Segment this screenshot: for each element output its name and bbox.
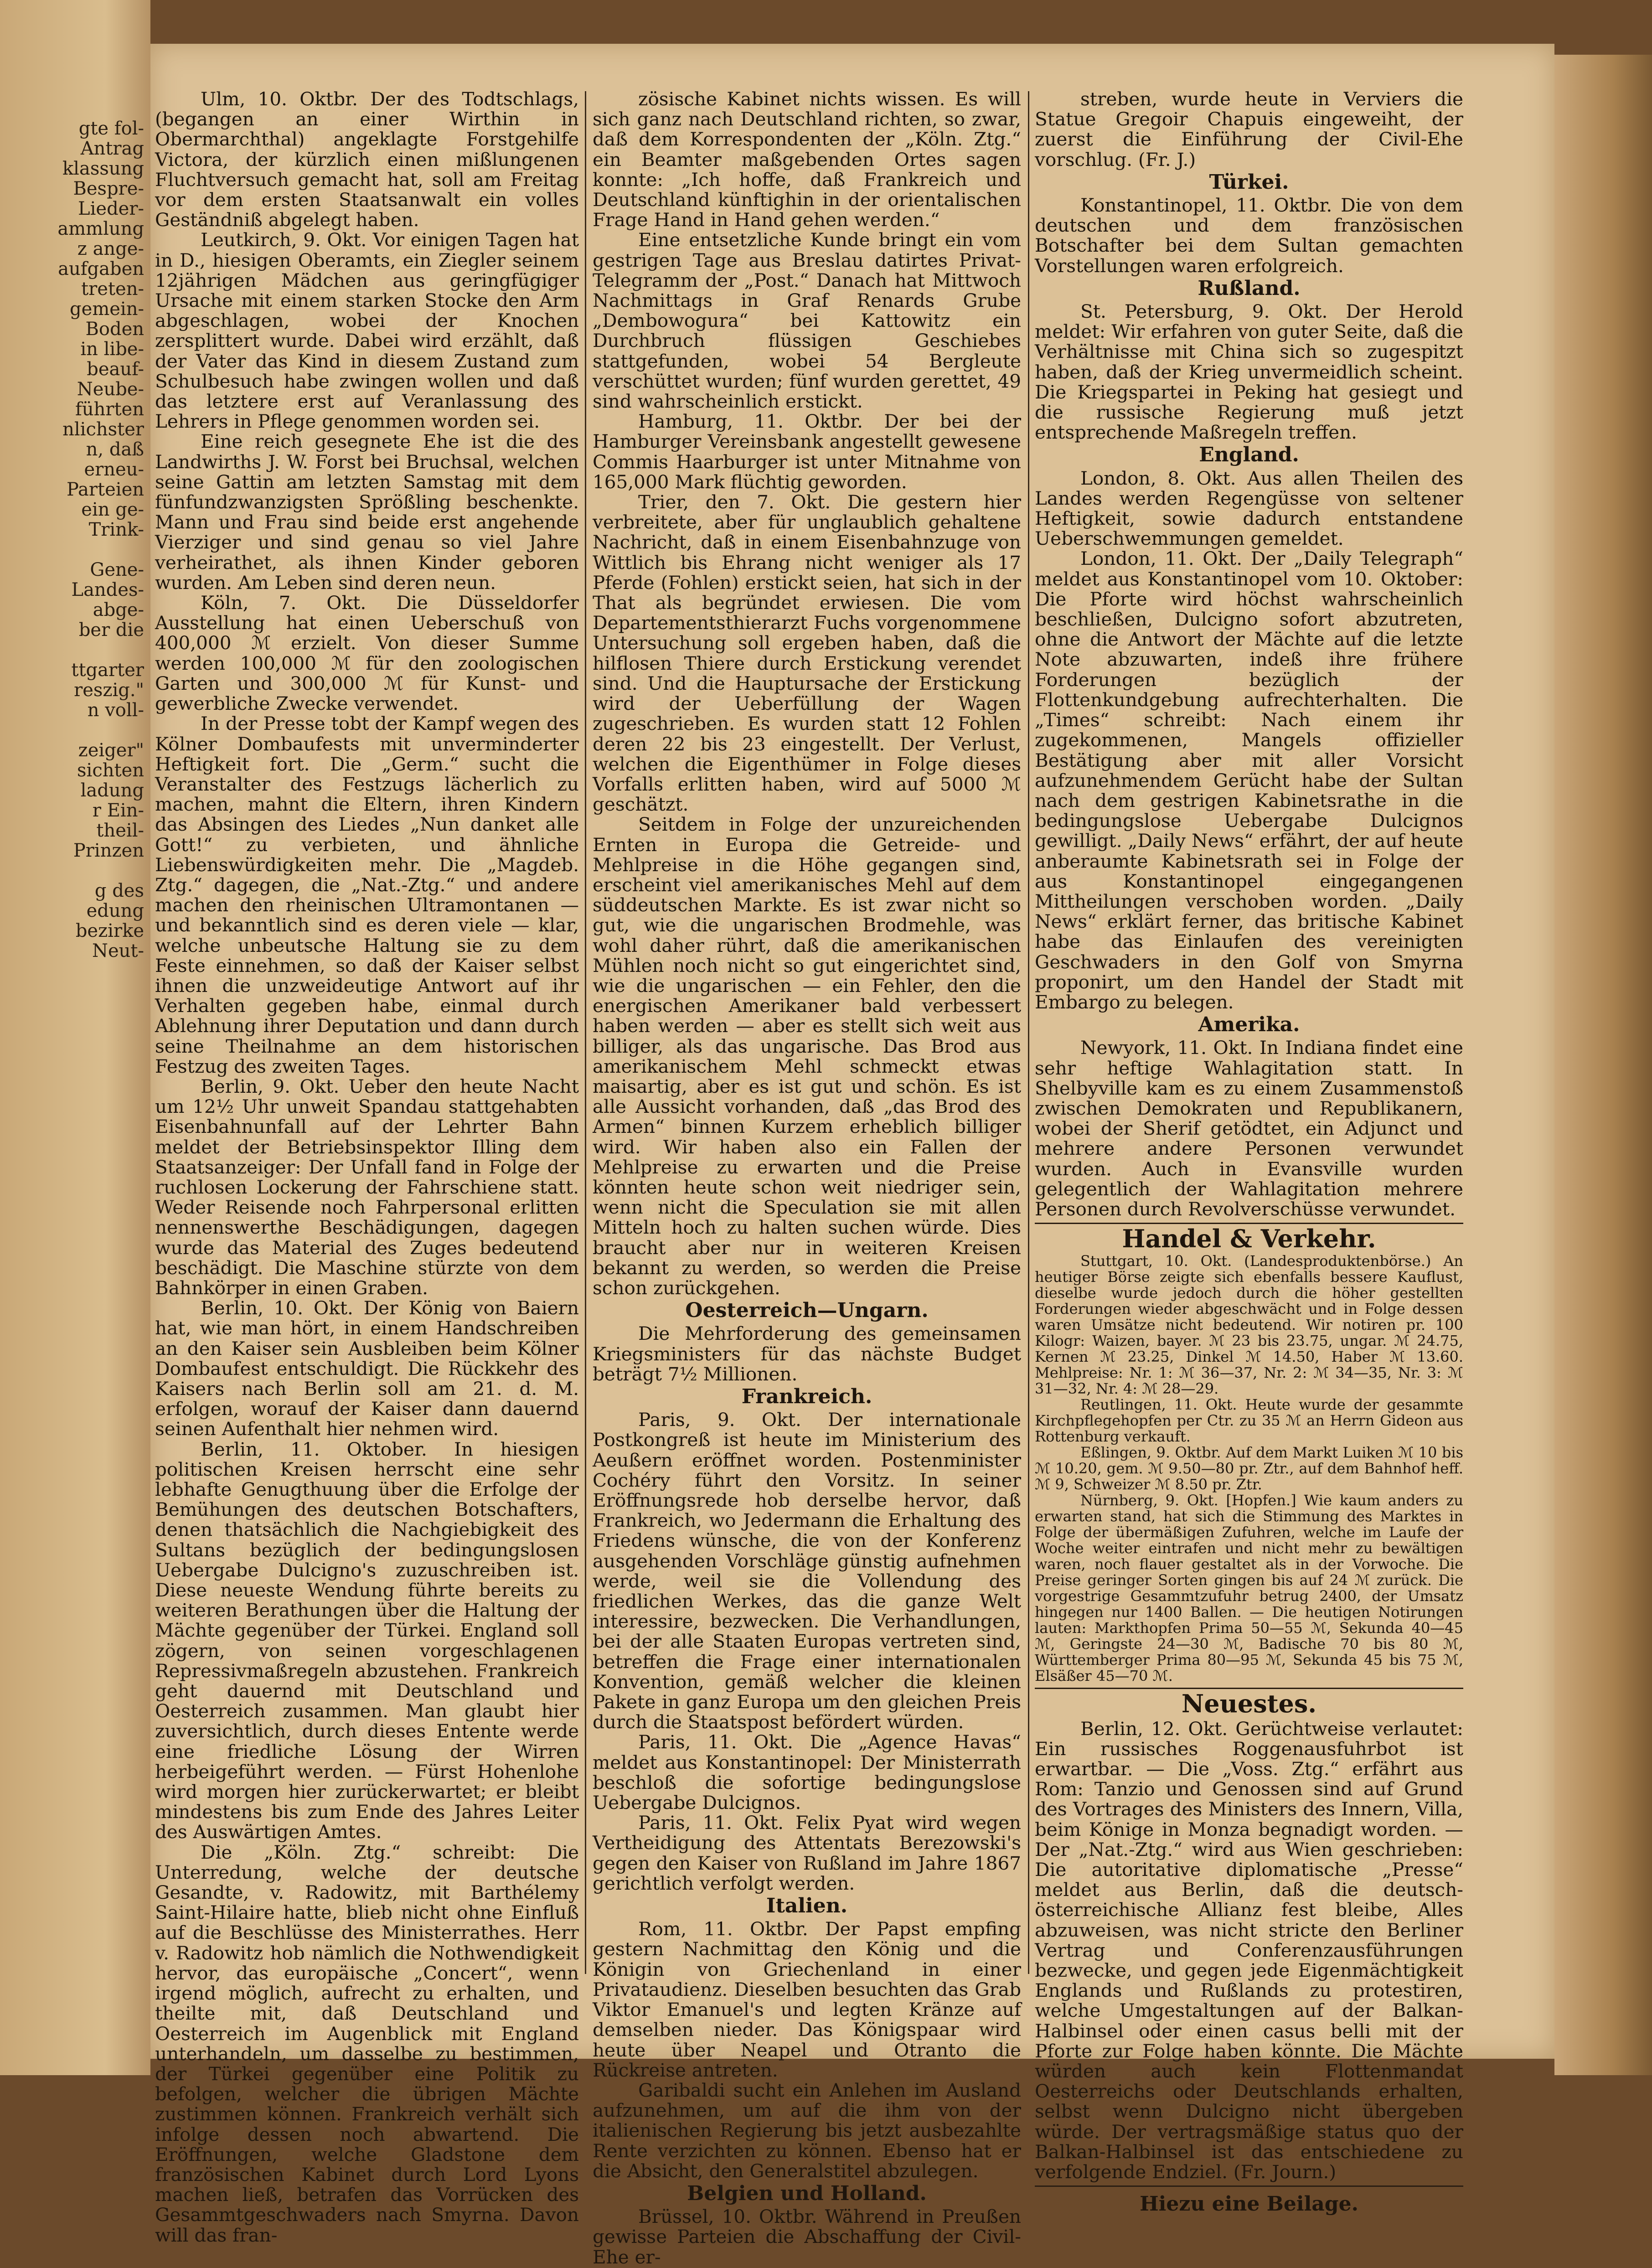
section-heading: Italien. xyxy=(766,1894,848,1918)
section-title: Neuestes. xyxy=(1181,1689,1317,1719)
previous-page-text-fragment: gte fol- Antrag klassung Bespre- Lieder- ammlung z ange- aufgaben treten- gemein- Boden in libe- beauf- Neube- führten nlichster n, daß erneu- Parteien ein ge- Trink- Gene- Landes- abge- ber die ttgarter reszig." n voll- zeiger" sichten ladung r Ein- theil- Prinzen g des edung bezirke Neut- xyxy=(57,118,144,961)
article-paragraph: Leutkirch, 9. Okt. Vor einigen Tagen hat in D., hiesigen Oberamts, ein Ziegler seinem 12jährigen Mädchen aus geringfügiger Ursache mit einem starken Stocke den Arm abgeschlagen, wobei der Knochen zersplittert wurde. Dabei wird erzählt, daß der Vater das Kind in diesem Zustand zum Schulbesuch habe zwingen wollen und daß das letztere erst auf Veranlassung des Lehrers in Pflege genommen worden sei. xyxy=(155,229,579,433)
market-report: Reutlingen, 11. Okt. Heute wurde der gesammte Kirchpflegehopfen per Ctr. zu 35 ℳ an Herrn Gideon aus Rottenburg verkauft. xyxy=(1035,1396,1463,1446)
article-paragraph: Newyork, 11. Okt. In Indiana findet eine sehr heftige Wahlagitation statt. In Shelbyville kam es zu einem Zusammenstoß zwischen Demokraten und Republikanern, wobei der Sherif getödtet, ein Adjunct und mehrere andere Personen verwundet wurden. Auch in Evansville wurden gelegentlich der Wahlagitation mehrere Personen durch Revolverschüsse verwundet. xyxy=(1035,1037,1463,1220)
article-paragraph: Hamburg, 11. Oktbr. Der bei der Hamburger Vereinsbank angestellt gewesene Commis Haarburger ist unter Mitnahme von 165,000 Mark flüchtig geworden. xyxy=(593,410,1021,493)
article-paragraph: Berlin, 12. Okt. Gerüchtweise verlautet: Ein russisches Roggenausfuhrbot ist erwartbar. — Die „Voss. Ztg.“ erfährt aus Rom: Tanzio und Genossen sind auf Grund des Vortrages des Ministers des Innern, Villa, beim Könige in Monza begnadigt worden. — Der „Nat.-Ztg.“ wird aus Wien geschrieben: Die autoritative diplomatische „Presse“ meldet aus Berlin, daß die deutsch-österreichische Allianz fest bleibe, Alles abzuweisen, was nicht stricte den Berliner Vertrag und Conferenzausführungen bezwecke, und gegen jede Eigenmächtigkeit Englands und Rußlands zu protestiren, welche Umgestaltungen auf der Balkan-Halbinsel oder einen casus belli mit der Pforte zur Folge haben könnte. Die Mächte würden auch kein Flottenmandat Oesterreichs oder Deutschlands erhalten, selbst wenn Dulcigno nicht übergeben würde. Der vertragsmäßige status quo der Balkan-Halbinsel ist das entschiedene zu verfolgende Endziel. (Fr. Journ.) xyxy=(1035,1717,1463,2183)
article-paragraph: Paris, 11. Okt. Die „Agence Havas“ meldet aus Konstantinopel: Der Ministerrath beschloß die sofortige bedingungslose Uebergabe Dulcignos. xyxy=(593,1731,1021,1814)
section-heading: Türkei. xyxy=(1209,170,1289,194)
article-paragraph: Ulm, 10. Oktbr. Der des Todtschlags, (begangen an einer Wirthin in Obermarchthal) angeklagte Forstgehilfe Victora, der kürzlich einen mißlungenen Fluchtversuch gemacht hat, soll am Freitag vor dem ersten Staatsanwalt ein volles Geständniß abgelegt haben. xyxy=(155,88,579,231)
article-paragraph: In der Presse tobt der Kampf wegen des Kölner Dombaufests mit unverminderter Heftigkeit fort. Die „Germ.“ sucht die Veranstalter des Festzugs lächerlich zu machen, mahnt die Eltern, ihren Kindern das Absingen des Liedes „Nun danket alle Gott!“ zu verbieten, und ähnliche Liebenswürdigkeiten mehr. Die „Magdeb. Ztg.“ dagegen, die „Nat.-Ztg.“ und andere machen den rheinischen Ultramontanen — und bekanntlich sind es deren viele — klar, welche unbeutsche Haltung sie zu dem Feste einnehmen, so daß der Kaiser selbst ihnen die unzweideutige Antwort auf ihr Verhalten gegeben habe, einmal durch Ablehnung ihrer Deputation und dann durch seine Theilnahme an dem historischen Festzug des zweiten Tages. xyxy=(155,713,579,1077)
article-paragraph: Konstantinopel, 11. Oktbr. Die von dem deutschen und dem französischen Botschafter bei dem Sultan gemachten Vorstellungen waren erfolgreich. xyxy=(1035,194,1463,277)
article-paragraph: Rom, 11. Oktbr. Der Papst empfing gestern Nachmittag den König und die Königin von Griechenland in einer Privataudienz. Dieselben besuchten das Grab Viktor Emanuel's und legten Kränze auf demselben nieder. Das Königspaar wird heute über Neapel und Otranto die Rückreise antreten. xyxy=(593,1918,1021,2081)
article-paragraph: Berlin, 11. Oktober. In hiesigen politischen Kreisen herrscht eine sehr lebhafte Genugthuung über die Erfolge der Bemühungen des deutschen Botschafters, denen thatsächlich die Nachgiebigkeit des Sultans bezüglich der bedingungslosen Uebergabe Dulcigno's zuzuschreiben ist. Diese neueste Wendung führte bereits zu weiteren Berathungen über die Haltung der Mächte gegenüber der Türkei. England soll zögern, von seinen vorgeschlagenen Repressivmaßregeln abzustehen. Frankreich geht dauernd mit Deutschland und Oesterreich zusammen. Man glaubt hier zuversichtlich, durch dieses Entente werde eine friedliche Lösung der Wirren herbeigeführt werden. — Fürst Hohenlohe wird morgen hier zurückerwartet; er bleibt mindestens bis zum Ende des Jahres Leiter des Auswärtigen Amtes. xyxy=(155,1438,579,1843)
section-title: Handel & Verkehr. xyxy=(1122,1224,1376,1254)
article-paragraph: Seitdem in Folge der unzureichenden Ernten in Europa die Getreide- und Mehlpreise in die Höhe gegangen sind, erscheint viel amerikanisches Mehl auf dem süddeutschen Markte. Es ist zwar nicht so gut, wie die ungarischen Brodmehle, was wohl daher rührt, daß die amerikanischen Mühlen noch nicht so gut eingerichtet sind, wie die ungarischen — ein Fehler, den die energischen Amerikaner bald verbessert haben werden — aber es stellt sich weit aus billiger, als das ungarische. Das Brod aus amerikanischem Mehl schmeckt etwas maisartig, aber es ist gut und schön. Es ist alle Aussicht vorhanden, daß „das Brod des Armen“ binnen Kurzem erheblich billiger wird. Wir haben also ein Fallen der Mehlpreise zu erwarten und die Preise könnten heute schon weit niedriger sein, wenn nicht die Speculation sie mit allen Mitteln hoch zu halten suchen würde. Dies braucht aber nur in weiteren Kreisen bekannt zu werden, so werden die Preise schon zurückgehen. xyxy=(593,813,1021,1299)
article-paragraph: zösische Kabinet nichts wissen. Es will sich ganz nach Deutschland richten, so zwar, daß dem Korrespondenten der „Köln. Ztg.“ ein Beamter maßgebenden Ortes sagen konnte: „Ich hoffe, daß Frankreich und Deutschland künftighin in der orientalischen Frage Hand in Hand gehen werden.“ xyxy=(593,88,1021,231)
article-paragraph: Eine reich gesegnete Ehe ist die des Landwirths J. W. Forst bei Bruchsal, welchen seine Gattin am letzten Samstag mit dem fünfundzwanzigsten Sprößling beschenkte. Mann und Frau sind beide erst angehende Vierziger und sind genau so viel Jahre verheirathet, als ihnen Kinder geboren wurden. Am Leben sind deren neun. xyxy=(155,430,579,594)
column-divider xyxy=(585,91,586,1974)
section-heading: Rußland. xyxy=(1198,276,1301,300)
article-paragraph: Die Mehrforderung des gemeinsamen Kriegsministers für das nächste Budget beträgt 7½ Millionen. xyxy=(593,1323,1021,1385)
section-heading: England. xyxy=(1199,443,1299,467)
article-paragraph: Berlin, 9. Okt. Ueber den heute Nacht um 12½ Uhr unweit Spandau stattgehabten Eisenbahnunfall auf der Lehrter Bahn meldet der Betriebsinspektor Illing dem Staatsanzeiger: Der Unfall fand in Folge der ruchlosen Lockerung der Fahrschiene statt. Weder Reisende noch Fahrpersonal erlitten nennenswerthe Beschädigungen, dagegen wurde das Material des Zuges bedeutend beschädigt. Die Maschine stürzte von dem Bahnkörper in einen Graben. xyxy=(155,1075,579,1299)
column-2 xyxy=(593,88,1021,2268)
article-paragraph: Die „Köln. Ztg.“ schreibt: Die Unterredung, welche der deutsche Gesandte, v. Radowitz, mit Barthélemy Saint-Hilaire hatte, blieb nicht ohne Einfluß auf die Beschlüsse des Ministerrathes. Herr v. Radowitz hob nämlich die Nothwendigkeit hervor, das europäische „Concert“, wenn irgend möglich, aufrecht zu erhalten, und theilte mit, daß Deutschland und Oesterreich im Augenblick mit England unterhandeln, um dasselbe zu bestimmen, der Türkei gegenüber eine Politik zu befolgen, welcher die übrigen Mächte zustimmen können. Frankreich verhält sich infolge dessen noch abwartend. Die Eröffnungen, welche Gladstone dem französischen Kabinet durch Lord Lyons machen ließ, betrafen das Vorrücken des Gesammtgeschwaders nach Smyrna. Davon will das fran- xyxy=(155,1841,579,2246)
article-paragraph: St. Petersburg, 9. Okt. Der Herold meldet: Wir erfahren von guter Seite, daß die Verhältnisse mit China sich so zugespitzt haben, daß der Krieg unvermeidlich scheint. Die Kriegspartei in Peking hat gesiegt und die russische Regierung muß jetzt entsprechende Maßregeln treffen. xyxy=(1035,300,1463,444)
section-heading: Belgien und Holland. xyxy=(687,2181,927,2205)
article-paragraph: Berlin, 10. Okt. Der König von Baiern hat, wie man hört, in einem Handschreiben an den Kaiser sein Ausbleiben beim Kölner Dombaufest entschuldigt. Die Rückkehr des Kaisers nach Berlin soll am 21. d. M. erfolgen, worauf der Kaiser dann dauernd seinen Aufenthalt hier nehmen wird. xyxy=(155,1297,579,1440)
column-3 xyxy=(1035,88,1463,2216)
article-paragraph: Trier, den 7. Okt. Die gestern hier verbreitete, aber für unglaublich gehaltene Nachricht, daß in einem Eisenbahnzuge von Wittlich bis Ehrang nicht weniger als 17 Pferde (Fohlen) erstickt seien, hat sich in der That als begründet erwiesen. Die vom Departementsthierarzt Fuchs vorgenommene Untersuchung soll ergeben haben, daß die hilflosen Thiere durch Erstickung verendet sind. Und die Hauptursache der Erstickung wird der Ueberfüllung der Wagen zugeschrieben. Es wurden statt 12 Fohlen deren 22 bis 23 eingestellt. Der Verlust, welchen die Eigenthümer in Folge dieses Vorfalls erlitten haben, wird auf 5000 ℳ geschätzt. xyxy=(593,491,1021,816)
supplement-note: Hiezu eine Beilage. xyxy=(1140,2192,1358,2216)
column-divider xyxy=(1028,91,1029,1974)
article-paragraph: London, 11. Okt. Der „Daily Telegraph“ meldet aus Konstantinopel vom 10. Oktober: Die Pforte wird höchst wahrscheinlich beschließen, Dulcigno sofort abzutreten, ohne die Antwort der Mächte auf die letzte Note abzuwarten, indeß ihre frühere Forderungen bezüglich der Flottenkundgebung aufrechterhalten. Die „Times“ schreibt: Nach einem ihr zugekommenen, Mangels offizieller Bestätigung aber mit aller Vorsicht aufzunehmendem Gerücht habe der Sultan nach dem gestrigen Kabinetsrathe in die bedingungslose Uebergabe Dulcignos gewilligt. „Daily News“ erfährt, der auf heute anberaumte Kabinetsrath sei in Folge der aus Konstantinopel eingegangenen Mittheilungen verschoben worden. „Daily News“ erklärt ferner, das britische Kabinet habe das Einlaufen des vereinigten Geschwaders in den Golf von Smyrna proponirt, um den Handel der Stadt mit Embargo zu belegen. xyxy=(1035,548,1463,1013)
market-report: Stuttgart, 10. Okt. (Landesproduktenbörse.) An heutiger Börse zeigte sich ebenfalls bessere Kauflust, dieselbe wurde jedoch durch die höher gestellten Forderungen wieder abgeschwächt und in Folge dessen waren Umsätze nicht bedeutend. Wir notiren pr. 100 Kilogr: Waizen, bayer. ℳ 23 bis 23.75, ungar. ℳ 24.75, Kernen ℳ 23.25, Dinkel ℳ 14.50, Haber ℳ 13.60. Mehlpreise: Nr. 1: ℳ 36—37, Nr. 2: ℳ 34—35, Nr. 3: ℳ 31—32, Nr. 4: ℳ 28—29. xyxy=(1035,1252,1463,1398)
book-edge xyxy=(1554,55,1652,2075)
article-paragraph: London, 8. Okt. Aus allen Theilen des Landes werden Regengüsse von seltener Heftigkeit, sowie dadurch entstandene Ueberschwemmungen gemeldet. xyxy=(1035,467,1463,550)
article-paragraph: Garibaldi sucht ein Anlehen im Ausland aufzunehmen, um auf die ihm von der italienischen Regierung bis jetzt ausbezahlte Rente verzichten zu können. Ebenso hat er die Absicht, den Generalstitel abzulegen. xyxy=(593,2079,1021,2182)
column-1 xyxy=(155,88,579,2246)
previous-page-strip xyxy=(0,0,150,2075)
section-heading: Frankreich. xyxy=(741,1385,872,1408)
article-paragraph: Brüssel, 10. Oktbr. Während in Preußen gewisse Parteien die Abschaffung der Civil-Ehe er- xyxy=(593,2206,1021,2268)
section-heading: Amerika. xyxy=(1198,1013,1300,1037)
article-paragraph: streben, wurde heute in Verviers die Statue Gregoir Chapuis eingeweiht, der zuerst die Einführung der Civil-Ehe vorschlug. (Fr. J.) xyxy=(1035,88,1463,170)
market-report: Nürnberg, 9. Okt. [Hopfen.] Wie kaum anders zu erwarten stand, hat sich die Stimmung des Marktes in Folge der übermäßigen Zufuhren, welche im Laufe der Woche weiter eintrafen und nicht mehr zu bewältigen waren, noch flauer gestaltet als in der Vorwoche. Die Preise geringer Sorten gingen bis auf 24 ℳ zurück. Die vorgestrige Gesammtzufuhr betrug 2400, der Umsatz hingegen nur 1400 Ballen. — Die heutigen Notirungen lauten: Markthopfen Prima 50—55 ℳ, Sekunda 40—45 ℳ, Geringste 24—30 ℳ, Badische 70 bis 80 ℳ, Württemberger Prima 80—95 ℳ, Sekunda 45 bis 75 ℳ, Elsäßer 45—70 ℳ. xyxy=(1035,1492,1463,1685)
article-paragraph: Paris, 9. Okt. Der internationale Postkongreß ist heute im Ministerium des Aeußern eröffnet worden. Postenminister Cochéry führt den Vorsitz. In seiner Eröffnungsrede hob derselbe hervor, daß Frankreich, wo Jedermann die Erhaltung des Friedens wünsche, die von der Konferenz ausgehenden Vorschläge günstig aufnehmen werde, weil sie die Vollendung des friedlichen Werkes, das die ganze Welt interessire, bezwecken. Die Verhandlungen, bei der alle Staaten Europas vertreten sind, betreffen die Frage einer internationalen Konvention, gemäß welcher die kleinen Pakete in ganz Europa um den gleichen Preis durch die Staatspost befördert würden. xyxy=(593,1409,1021,1733)
section-heading: Oesterreich—Ungarn. xyxy=(685,1299,929,1323)
rule xyxy=(1035,2185,1463,2187)
article-paragraph: Eine entsetzliche Kunde bringt ein vom gestrigen Tage aus Breslau datirtes Privat-Telegramm der „Post.“ Danach hat Mittwoch Nachmittags in Graf Renards Grube „Dembowogura“ bei Kattowitz ein Durchbruch flüssigen Geschiebes stattgefunden, wobei 54 Bergleute verschüttet wurden; fünf wurden gerettet, 49 sind wahrscheinlich erstickt. xyxy=(593,229,1021,413)
article-paragraph: Paris, 11. Okt. Felix Pyat wird wegen Vertheidigung des Attentats Berezowski's gegen den Kaiser von Rußland im Jahre 1867 gerichtlich verfolgt werden. xyxy=(593,1812,1021,1894)
article-paragraph: Köln, 7. Okt. Die Düsseldorfer Ausstellung hat einen Ueberschuß von 400,000 ℳ erzielt. Von dieser Summe werden 100,000 ℳ für den zoologischen Garten und 300,000 ℳ für Kunst- und gewerbliche Zwecke verwendet. xyxy=(155,592,579,715)
market-report: Eßlingen, 9. Oktbr. Auf dem Markt Luiken ℳ 10 bis ℳ 10.20, gem. ℳ 9.50—80 pr. Ztr., auf dem Bahnhof heff. ℳ 9, Schweizer ℳ 8.50 pr. Ztr. xyxy=(1035,1444,1463,1493)
